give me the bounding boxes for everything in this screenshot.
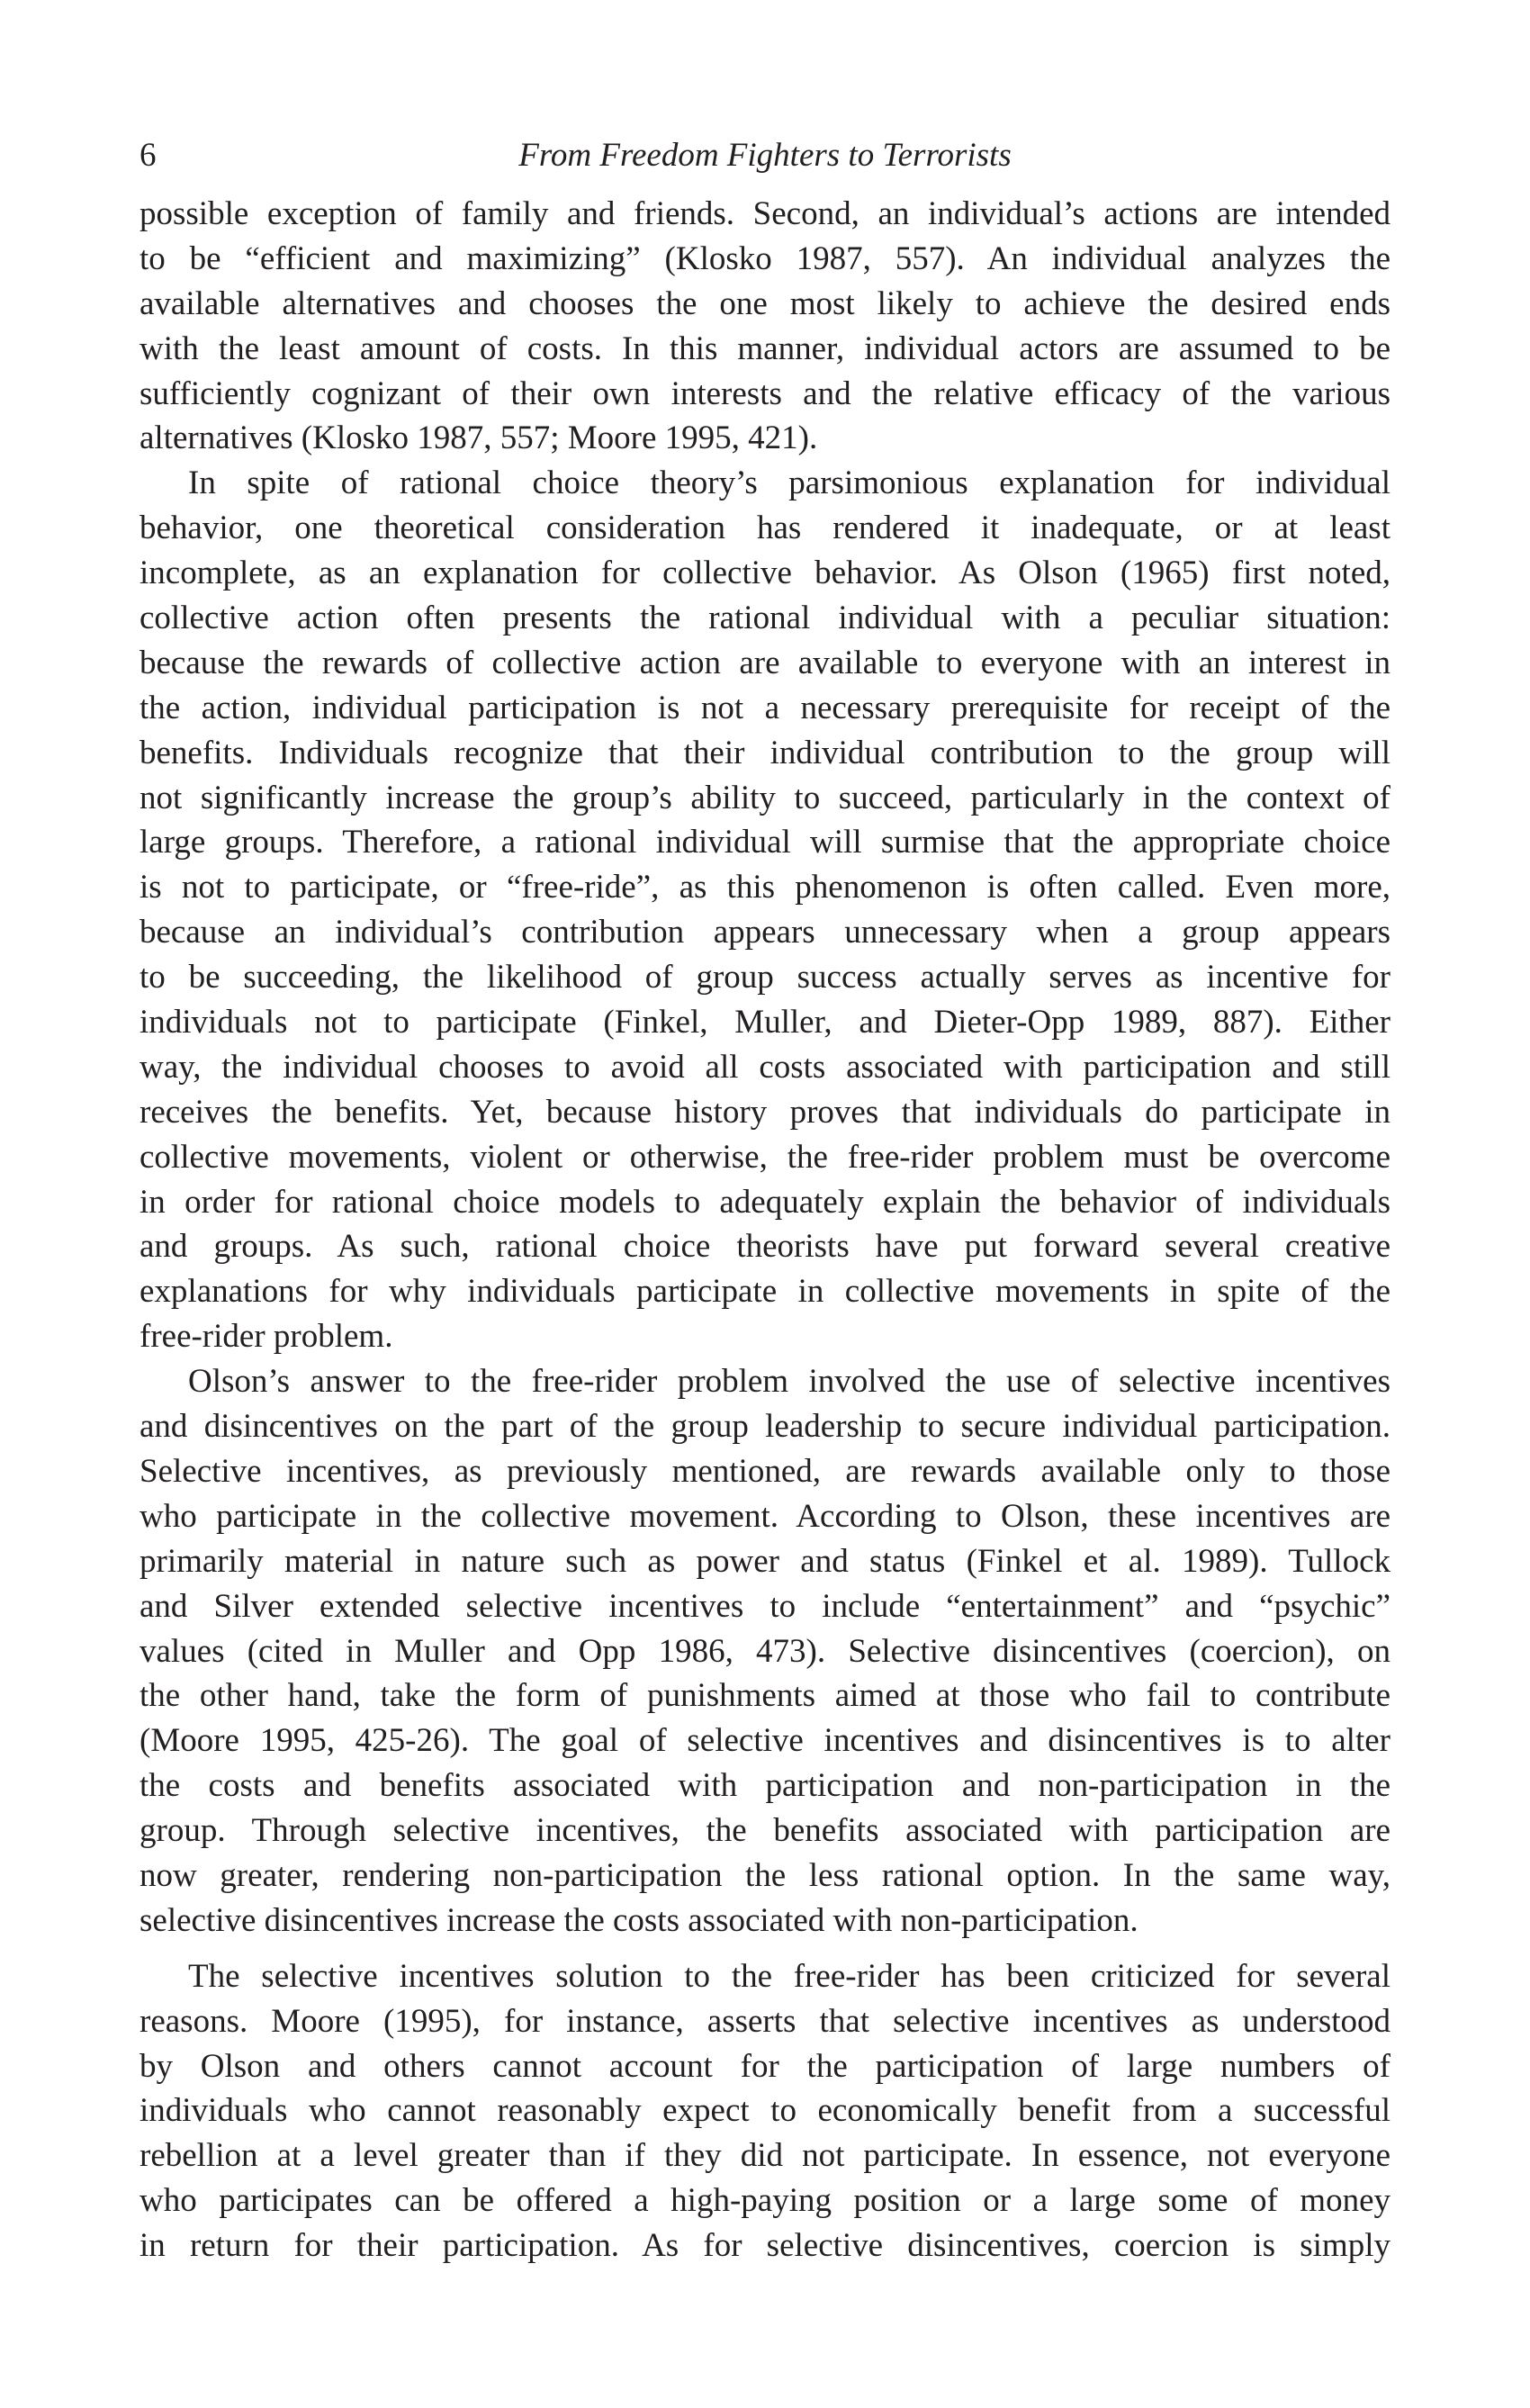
text-line: Olson’s answer to the free-rider problem involved the use of selective incentives bbox=[188, 1363, 1390, 1401]
text-line: free-rider problem. bbox=[140, 1318, 393, 1356]
text-line: reasons. Moore (1995), for instance, asserts that selective incentives as understood bbox=[140, 2002, 1390, 2040]
text-line: the other hand, take the form of punishments aimed at those who fail to contribute bbox=[140, 1677, 1390, 1715]
paragraph bbox=[140, 461, 1390, 1359]
text-line: individuals not to participate (Finkel, Muller, and Dieter-Opp 1989, 887). Either bbox=[140, 1004, 1390, 1042]
text-line: In spite of rational choice theory’s parsimonious explanation for individual bbox=[188, 464, 1390, 502]
text-line: to be “efficient and maximizing” (Klosko 1987, 557). An individual analyzes the bbox=[140, 239, 1390, 277]
text-line: The selective incentives solution to the free-rider has been criticized for several bbox=[188, 1957, 1390, 1995]
text-line: in order for rational choice models to adequately explain the behavior of individuals bbox=[140, 1183, 1390, 1221]
text-line: possible exception of family and friends. Second, an individual’s actions are intended bbox=[140, 195, 1390, 232]
text-line: incomplete, as an explanation for collective behavior. As Olson (1965) first noted, bbox=[140, 555, 1390, 592]
text-line: and Silver extended selective incentives to include “entertainment” and “psychic” bbox=[140, 1587, 1390, 1625]
text-line: alternatives (Klosko 1987, 557; Moore 1995, 421). bbox=[140, 419, 818, 457]
text-line: benefits. Individuals recognize that their individual contribution to the group will bbox=[140, 734, 1390, 771]
text-line: way, the individual chooses to avoid all costs associated with participation and still bbox=[140, 1048, 1390, 1086]
text-line: Selective incentives, as previously mentioned, are rewards available only to those bbox=[140, 1452, 1390, 1490]
text-line: who participate in the collective movement. According to Olson, these incentives are bbox=[140, 1497, 1390, 1535]
text-line: because an individual’s contribution appears unnecessary when a group appears bbox=[140, 914, 1390, 951]
text-line: in return for their participation. As for selective disincentives, coercion is simply bbox=[140, 2227, 1390, 2265]
text-line: because the rewards of collective action are available to everyone with an interest in bbox=[140, 644, 1390, 681]
text-line: is not to participate, or “free-ride”, as this phenomenon is often called. Even more, bbox=[140, 869, 1390, 906]
text-line: and disincentives on the part of the group leadership to secure individual participation. bbox=[140, 1408, 1390, 1446]
text-line: rebellion at a level greater than if they did not participate. In essence, not everyone bbox=[140, 2137, 1390, 2175]
running-title: From Freedom Fighters to Terrorists bbox=[518, 137, 1012, 174]
text-line: individuals who cannot reasonably expect to economically benefit from a successful bbox=[140, 2092, 1390, 2130]
text-line: not significantly increase the group’s ability to succeed, particularly in the context of bbox=[140, 779, 1390, 816]
text-line: (Moore 1995, 425-26). The goal of selective incentives and disincentives is to alter bbox=[140, 1722, 1390, 1760]
text-line: by Olson and others cannot account for the participation of large numbers of bbox=[140, 2047, 1390, 2085]
text-line: sufficiently cognizant of their own interests and the relative efficacy of the various bbox=[140, 374, 1390, 412]
text-line: values (cited in Muller and Opp 1986, 473). Selective disincentives (coercion), on bbox=[140, 1632, 1390, 1670]
text-line: the costs and benefits associated with participation and non-participation in the bbox=[140, 1767, 1390, 1805]
text-line: with the least amount of costs. In this manner, individual actors are assumed to be bbox=[140, 329, 1390, 367]
text-line: to be succeeding, the likelihood of group success actually serves as incentive for bbox=[140, 959, 1390, 997]
text-line: now greater, rendering non-participation the less rational option. In the same way, bbox=[140, 1856, 1390, 1894]
paragraph bbox=[140, 192, 1390, 461]
text-line: receives the benefits. Yet, because history proves that individuals do participate in bbox=[140, 1093, 1390, 1131]
paragraph bbox=[140, 1359, 1390, 1944]
text-line: who participates can be offered a high-paying position or a large some of money bbox=[140, 2182, 1390, 2220]
paragraph bbox=[140, 1954, 1390, 2268]
text-line: selective disincentives increase the costs associated with non-participation. bbox=[140, 1901, 1138, 1939]
page-number: 6 bbox=[140, 137, 157, 174]
text-line: explanations for why individuals participate in collective movements in spite of the bbox=[140, 1273, 1390, 1311]
body-text bbox=[140, 192, 1390, 2268]
text-line: the action, individual participation is not a necessary prerequisite for receipt of the bbox=[140, 689, 1390, 726]
text-line: large groups. Therefore, a rational individual will surmise that the appropriate choice bbox=[140, 824, 1390, 861]
text-line: collective action often presents the rational individual with a peculiar situation: bbox=[140, 600, 1390, 637]
text-line: behavior, one theoretical consideration has rendered it inadequate, or at least bbox=[140, 510, 1390, 547]
text-line: available alternatives and chooses the one most likely to achieve the desired ends bbox=[140, 284, 1390, 322]
text-line: primarily material in nature such as power and status (Finkel et al. 1989). Tullock bbox=[140, 1542, 1390, 1580]
text-line: and groups. As such, rational choice theorists have put forward several creative bbox=[140, 1228, 1390, 1266]
paragraph-spacing bbox=[140, 1944, 1390, 1954]
text-line: group. Through selective incentives, the benefits associated with participation are bbox=[140, 1812, 1390, 1850]
text-line: collective movements, violent or otherwise, the free-rider problem must be overcome bbox=[140, 1138, 1390, 1176]
running-head bbox=[140, 133, 1390, 178]
